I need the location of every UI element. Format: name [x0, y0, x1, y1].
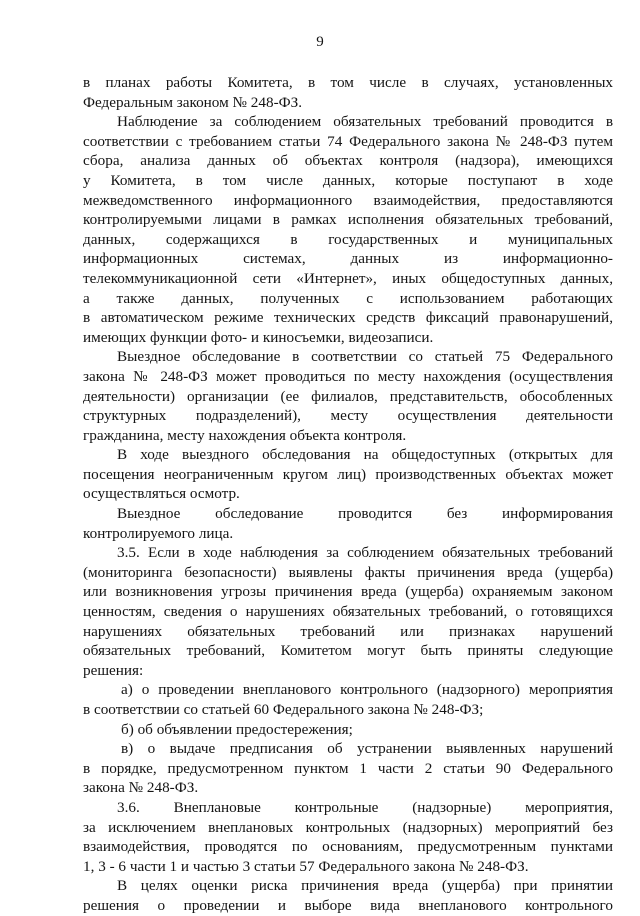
- text-line: данных, содержащихся в государственных и муниципальных: [83, 230, 613, 248]
- text-line: а также данных, полученных с использованием работающих: [83, 289, 613, 307]
- text-line: или возникновения угрозы причинения вреда (ущерба) охраняемым законом: [83, 583, 613, 601]
- text-line: взаимодействия, проводятся по основаниям, предусмотренным пунктами: [83, 838, 613, 856]
- text-line: 3.5. Если в ходе наблюдения за соблюдением обязательных требований: [117, 544, 613, 562]
- text-line: Наблюдение за соблюдением обязательных требований проводится в: [117, 113, 613, 131]
- text-line: в планах работы Комитета, в том числе в случаях, установленных: [83, 74, 613, 91]
- text-line: в соответствии со статьей 60 Федерального закона № 248-ФЗ;: [83, 701, 484, 718]
- text-line: сбора, анализа данных об объектах контроля (надзора), имеющихся: [83, 152, 613, 170]
- text-line: контролируемого лица.: [83, 524, 234, 542]
- text-line: телекоммуникационной сети «Интернет», иных общедоступных данных,: [83, 269, 613, 287]
- text-line: межведомственного информационного взаимодействия, предоставляются: [83, 191, 613, 209]
- text-line: в порядке, предусмотренном пунктом 1 части 2 статьи 90 Федерального: [83, 759, 613, 777]
- text-line: обязательных требований, Комитетом могут быть приняты следующие: [83, 642, 613, 660]
- text-line: Федеральным законом № 248-ФЗ.: [83, 93, 303, 111]
- text-line: ценностям, сведения о нарушениях обязательных требований, о готовящихся: [83, 603, 613, 621]
- text-line: решения:: [83, 661, 144, 679]
- text-line: а) о проведении внепланового контрольного (надзорного) мероприятия: [121, 681, 613, 699]
- text-line: 1, 3 - 6 части 1 и частью 3 статьи 57 Федерального закона № 248-ФЗ.: [83, 857, 529, 875]
- text-line: Выездное обследование в соответствии со статьей 75 Федерального: [117, 348, 613, 366]
- text-line: 3.6. Внеплановые контрольные (надзорные) мероприятия,: [117, 798, 613, 816]
- text-line: за исключением внеплановых контрольных (надзорных) мероприятий без: [83, 818, 613, 836]
- text-line: В ходе выездного обследования на общедоступных (открытых для: [117, 446, 613, 464]
- text-line: (мониторинга безопасности) выявлены факты причинения вреда (ущерба): [83, 563, 613, 581]
- document-body: [83, 73, 613, 916]
- text-line: информационных системах, данных из информационно-: [83, 250, 613, 268]
- text-line: имеющих функции фото- и киносъемки, видеозаписи.: [83, 328, 434, 346]
- text-line: В целях оценки риска причинения вреда (ущерба) при принятии: [117, 877, 613, 895]
- text-line: соответствии с требованием статьи 74 Федерального закона № 248-ФЗ путем: [83, 132, 613, 150]
- text-line: контролируемыми лицами в рамках исполнения обязательных требований,: [83, 211, 613, 229]
- text-line: осуществляться осмотр.: [83, 485, 240, 503]
- text-line: в) о выдаче предписания об устранении выявленных нарушений: [121, 740, 613, 758]
- text-line: структурных подразделений), месту осуществления деятельности: [83, 407, 613, 425]
- text-line: решения о проведении и выборе вида внепланового контрольного: [83, 896, 613, 914]
- text-line: закона № 248-ФЗ может проводиться по месту нахождения (осуществления: [83, 367, 613, 385]
- text-line: гражданина, месту нахождения объекта контроля.: [83, 426, 407, 444]
- text-line: деятельности) организации (ее филиалов, представительств, обособленных: [83, 387, 613, 405]
- text-line: закона № 248-ФЗ.: [83, 779, 199, 797]
- text-line: нарушениях обязательных требований или признаках нарушений: [83, 622, 613, 640]
- text-line: Выездное обследование проводится без информирования: [117, 505, 613, 523]
- page-number: 9: [316, 34, 324, 50]
- text-line: в автоматическом режиме технических средств фиксаций правонарушений,: [83, 309, 613, 327]
- text-line: у Комитета, в том числе данных, которые поступают в ходе: [83, 171, 613, 189]
- text-line: посещения неограниченным кругом лиц) производственных объектах может: [83, 465, 613, 483]
- text-line: б) об объявлении предостережения;: [121, 720, 353, 738]
